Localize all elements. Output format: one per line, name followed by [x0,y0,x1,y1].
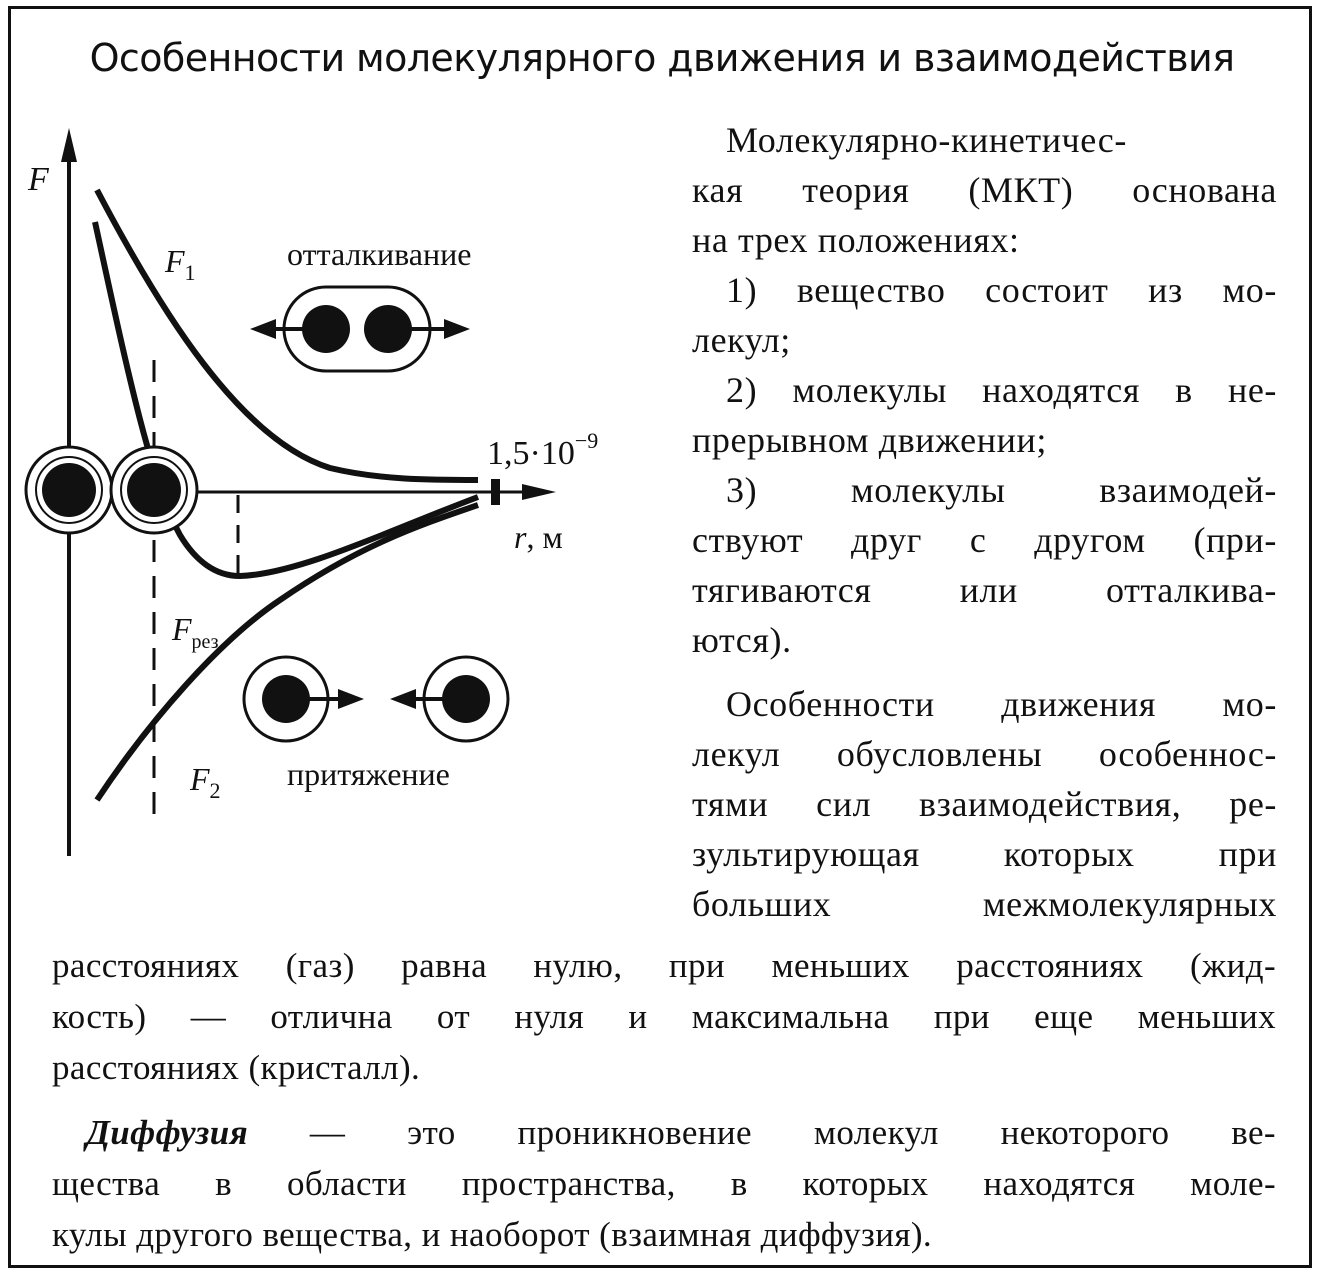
item-2-line-2: прерывном движении; [692,420,1047,460]
axis-molecule-left [26,447,112,533]
diffusion-term: Диффузия [86,1113,248,1152]
features-cont-line-2: кость) — отлична от нуля и максимальна при еще меньших [52,997,1276,1036]
item-1-line-2: лекул; [692,320,791,360]
item-3-line-1: 3) молекулы взаимодей- [726,470,1277,510]
y-axis-label: F [28,161,49,198]
mkt-line-3: на трех положениях: [692,220,1020,260]
attraction-label: притяжение [287,756,450,792]
right-column-text [692,115,1277,929]
features-line-4: зультирующая которых при [692,834,1277,874]
repulsion-left-arrow-icon [250,319,276,339]
features-continuation [52,940,1276,1093]
mkt-line-1: Молекулярно-кинетичес- [726,120,1127,160]
x-axis-arrow-icon [522,484,556,500]
features-cont-line-1: расстояниях (газ) равна нулю, при меньших расстояниях (жид- [52,946,1276,985]
mkt-line-2: кая теория (МКТ) основана [692,170,1277,210]
attraction-molecules [244,657,508,741]
force-diagram [0,0,700,880]
y-axis-arrow-icon [61,128,77,162]
x-axis-tick-label: $1,5\cdot 10^{-9}$ [487,428,599,472]
item-3-line-3: тягиваются или отталкива- [692,570,1277,610]
attraction-left-arrow-icon [390,689,416,709]
f1-label: $F_1$ [165,243,196,285]
features-cont-line-3: расстояниях (кристалл). [52,1048,421,1087]
x-axis-label: r, м [514,519,563,555]
page-title: Особенности молекулярного движения и взаимодействия [89,36,1235,80]
axis-molecule-right [111,447,197,533]
repulsion-molecules [250,287,470,371]
features-line-1: Особенности движения мо- [726,684,1277,724]
features-line-3: тями сил взаимодействия, ре- [692,784,1277,824]
diffusion-paragraph [52,1107,1276,1260]
attraction-right-arrow-icon [338,689,364,709]
diffusion-line-2: щества в области пространства, в которых находятся моле- [52,1164,1276,1203]
repulsion-label: отталкивание [287,236,472,272]
diffusion-line-1 [52,1107,1276,1158]
item-3-line-4: ются). [692,620,792,660]
item-3-line-2: ствуют друг с другом (при- [692,520,1277,560]
f2-label: $F_2$ [190,761,221,803]
fres-label: $F_{рез}$ [172,611,219,653]
features-line-5: больших межмолекулярных [692,884,1277,924]
item-1-line-1: 1) вещество состоит из мо- [726,270,1277,310]
features-line-2: лекул обусловлены особеннос- [692,734,1277,774]
diffusion-definition-start: — это проникновение молекул некоторого ве- [248,1113,1276,1152]
item-2-line-1: 2) молекулы находятся в не- [726,370,1277,410]
diffusion-line-3: кулы другого вещества, и наоборот (взаимная диффузия). [52,1215,933,1254]
x-axis-tick-mark [491,479,500,505]
repulsion-right-arrow-icon [444,319,470,339]
